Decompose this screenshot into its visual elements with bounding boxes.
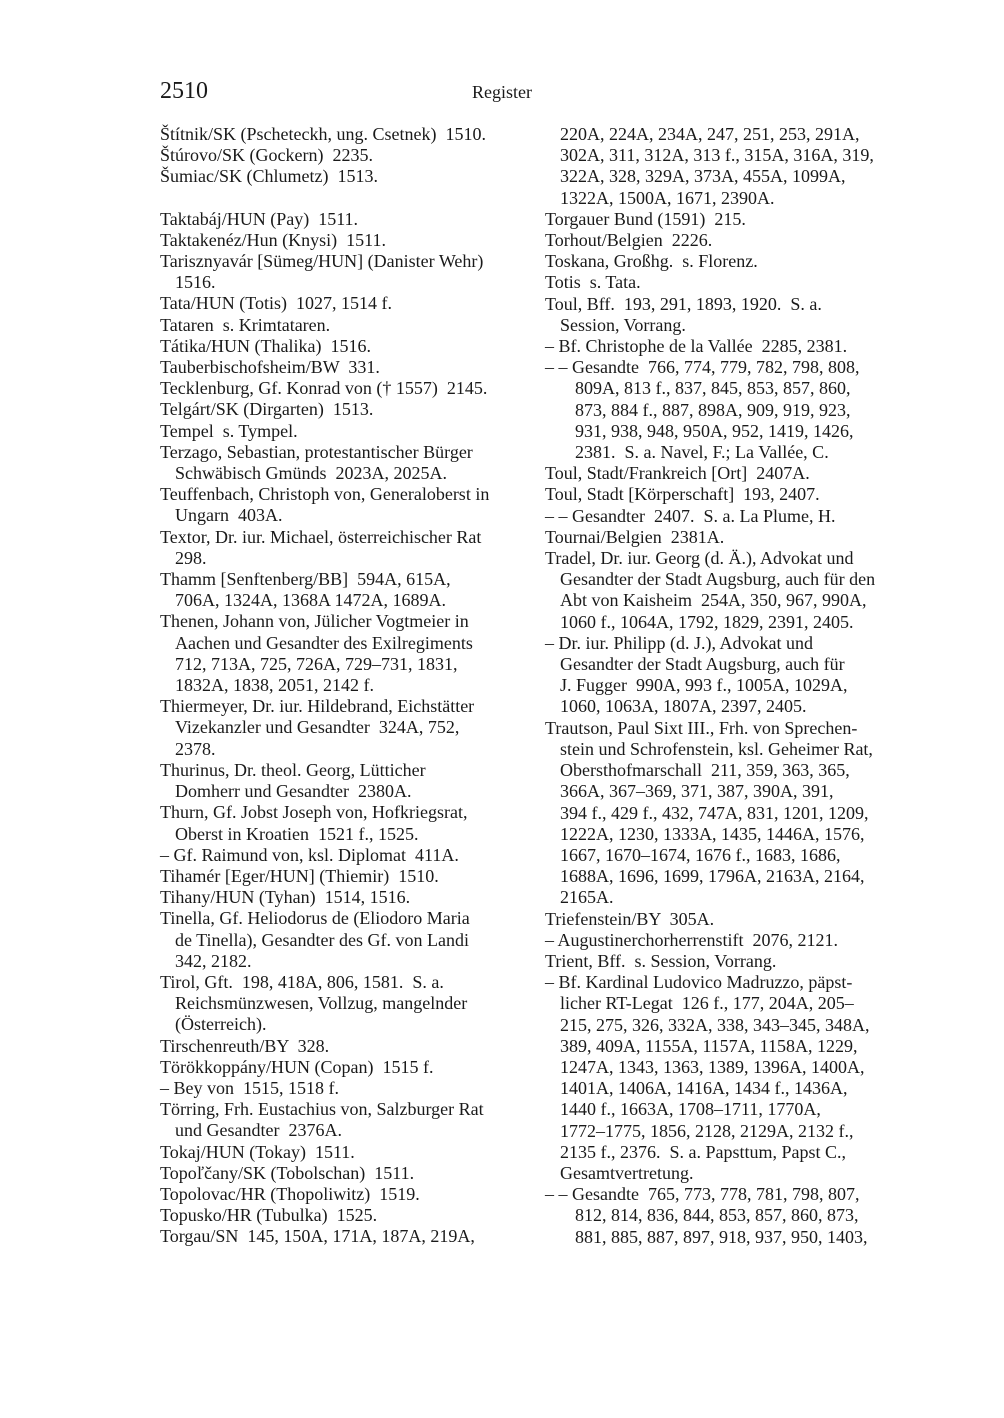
entry-line-continuation: Obersthofmarschall 211, 359, 363, 365, (560, 760, 850, 781)
index-entry (160, 611, 535, 696)
index-entry (545, 124, 920, 209)
index-entry (545, 272, 920, 293)
entry-line-first: Tempel s. Tympel. (160, 420, 298, 441)
index-entry (545, 548, 920, 633)
entry-line-first: Tata/HUN (Totis) 1027, 1514 f. (160, 293, 392, 314)
entry-line-continuation: (Österreich). (175, 1014, 267, 1035)
entry-line-continuation: Gesandter der Stadt Augsburg, auch für (560, 654, 845, 675)
entry-line-first: Topusko/HR (Tubulka) 1525. (160, 1205, 378, 1226)
entry-line-continuation: 2378. (175, 738, 216, 759)
entry-line-first: Tihamér [Eger/HUN] (Thiemir) 1510. (160, 865, 439, 886)
entry-line-first: Tokaj/HUN (Tokay) 1511. (160, 1141, 355, 1162)
entry-line-continuation: Ungarn 403A. (175, 505, 283, 526)
section-gap (160, 188, 535, 209)
entry-line-first: Tradel, Dr. iur. Georg (d. Ä.), Advokat und (545, 548, 854, 569)
entry-line-first: Štítnik/SK (Pscheteckh, ung. Csetnek) 1510. (160, 124, 486, 144)
index-entry (545, 294, 920, 336)
entry-line-first: Thurn, Gf. Jobst Joseph von, Hofkriegsrat, (160, 802, 468, 823)
entry-line-continuation: 1247A, 1343, 1363, 1389, 1396A, 1400A, (560, 1056, 865, 1077)
entry-line-continuation: 1516. (175, 272, 216, 293)
entry-line-first: Thenen, Johann von, Jülicher Vogtmeier in (160, 611, 469, 632)
index-entry (160, 1226, 535, 1247)
index-entry (160, 357, 535, 378)
index-entry (160, 484, 535, 526)
index-entry (160, 887, 535, 908)
entry-line-continuation: Gesamtvertretung. (560, 1162, 694, 1183)
index-entry (160, 124, 535, 145)
index-entry (545, 230, 920, 251)
entry-line-continuation: 706A, 1324A, 1368A 1472A, 1689A. (175, 590, 447, 611)
entry-line-continuation: 342, 2182. (175, 950, 252, 971)
index-entry (160, 569, 535, 611)
index-entry (545, 972, 920, 1184)
entry-line-first: Toul, Stadt [Körperschaft] 193, 2407. (545, 484, 820, 505)
index-entry (160, 1099, 535, 1141)
index-entry (160, 1057, 535, 1078)
entry-line-continuation: 881, 885, 887, 897, 918, 937, 950, 1403, (575, 1226, 868, 1247)
entry-line-continuation: 931, 938, 948, 950A, 952, 1419, 1426, (575, 420, 854, 441)
entry-line-first: – – Gesandter 2407. S. a. La Plume, H. (545, 505, 836, 526)
entry-line-continuation: 1667, 1670–1674, 1676 f., 1683, 1686, (560, 844, 841, 865)
entry-line-continuation: stein und Schrofenstein, ksl. Geheimer Rat, (560, 738, 873, 759)
running-head: Register (472, 82, 532, 102)
index-entry (160, 293, 535, 314)
entry-line-first: Tinella, Gf. Heliodorus de (Eliodoro Maria (160, 908, 470, 929)
entry-line-continuation: 1222A, 1230, 1333A, 1435, 1446A, 1576, (560, 823, 865, 844)
entry-line-continuation: 809A, 813 f., 837, 845, 853, 857, 860, (575, 378, 851, 399)
index-entry (160, 845, 535, 866)
page-number: 2510 (160, 78, 208, 104)
index-entry (160, 527, 535, 569)
index-entry (160, 378, 535, 399)
index-entry (160, 251, 535, 293)
index-entry (545, 484, 920, 505)
index-entry (545, 251, 920, 272)
entry-line-first: Tarisznyavár [Sümeg/HUN] (Danister Wehr) (160, 251, 484, 272)
entry-line-continuation: 1832A, 1838, 2051, 2142 f. (175, 675, 374, 696)
entry-line-continuation: Vizekanzler und Gesandter 324A, 752, (175, 717, 460, 738)
entry-line-continuation: 2381. S. a. Navel, F.; La Vallée, C. (575, 442, 829, 463)
entry-line-continuation: 1060, 1063A, 1807A, 2397, 2405. (560, 696, 807, 717)
index-entry (545, 633, 920, 718)
entry-line-continuation: licher RT-Legat 126 f., 177, 204A, 205– (560, 993, 854, 1014)
index-entry (160, 399, 535, 420)
entry-line-continuation: 389, 409A, 1155A, 1157A, 1158A, 1229, (560, 1035, 858, 1056)
entry-line-first: Triefenstein/BY 305A. (545, 908, 715, 929)
entry-line-continuation: 1401A, 1406A, 1416A, 1434 f., 1436A, (560, 1078, 848, 1099)
index-entry (545, 909, 920, 930)
entry-line-first: Topolovac/HR (Thopoliwitz) 1519. (160, 1183, 420, 1204)
index-entry (160, 209, 535, 230)
index-entry (160, 1184, 535, 1205)
entry-line-continuation: 302A, 311, 312A, 313 f., 315A, 316A, 319, (560, 145, 874, 166)
entry-line-first: Törökkoppány/HUN (Copan) 1515 f. (160, 1056, 434, 1077)
entry-line-first: Totis s. Tata. (545, 272, 641, 293)
entry-line-first: – Bf. Kardinal Ludovico Madruzzo, päpst- (545, 972, 853, 993)
index-entry (545, 930, 920, 951)
index-entry (545, 357, 920, 463)
entry-line-first: Terzago, Sebastian, protestantischer Bürger (160, 441, 473, 462)
index-entry (160, 1078, 535, 1099)
entry-line-continuation: de Tinella), Gesandter des Gf. von Landi (175, 929, 469, 950)
entry-line-first: – Bey von 1515, 1518 f. (160, 1077, 339, 1098)
entry-line-first: Torgau/SN 145, 150A, 171A, 187A, 219A, (160, 1226, 475, 1247)
entry-line-first: Toul, Stadt/Frankreich [Ort] 2407A. (545, 463, 810, 484)
entry-line-continuation: Domherr und Gesandter 2380A. (175, 781, 412, 802)
entry-line-continuation: 812, 814, 836, 844, 853, 857, 860, 873, (575, 1205, 859, 1226)
entry-line-first: Tauberbischofsheim/BW 331. (160, 357, 380, 378)
entry-line-first: – – Gesandte 766, 774, 779, 782, 798, 808, (545, 357, 860, 378)
entry-line-first: Thurinus, Dr. theol. Georg, Lütticher (160, 759, 426, 780)
index-entry (545, 209, 920, 230)
entry-line-continuation: 1322A, 1500A, 1671, 2390A. (560, 187, 775, 208)
entry-line-first: Törring, Frh. Eustachius von, Salzburger Rat (160, 1099, 484, 1120)
entry-line-first: Teuffenbach, Christoph von, Generaloberst in (160, 484, 490, 505)
entry-line-continuation: 873, 884 f., 887, 898A, 909, 919, 923, (575, 399, 851, 420)
entry-line-first: – Augustinerchorherrenstift 2076, 2121. (545, 929, 838, 950)
entry-line-first: Tataren s. Krimtataren. (160, 314, 331, 335)
index-column-right (545, 124, 920, 1248)
entry-line-first: – Bf. Christophe de la Vallée 2285, 2381. (545, 336, 848, 357)
entry-line-first: Thamm [Senftenberg/BB] 594A, 615A, (160, 569, 451, 590)
index-entry (160, 972, 535, 1036)
index-entry (160, 145, 535, 166)
index-entry (160, 421, 535, 442)
entry-line-continuation: 2165A. (560, 887, 614, 908)
entry-line-first: Torgauer Bund (1591) 215. (545, 208, 746, 229)
entry-line-first: Tirschenreuth/BY 328. (160, 1035, 330, 1056)
entry-line-continuation: 2135 f., 2376. S. a. Papsttum, Papst C., (560, 1141, 847, 1162)
entry-line-continuation: Reichsmünzwesen, Vollzug, mangelnder (175, 993, 468, 1014)
entry-line-continuation: Session, Vorrang. (560, 314, 686, 335)
index-entry (545, 336, 920, 357)
entry-line-continuation: Oberst in Kroatien 1521 f., 1525. (175, 823, 419, 844)
entry-line-continuation: 1440 f., 1663A, 1708–1711, 1770A, (560, 1099, 821, 1120)
entry-line-first: Textor, Dr. iur. Michael, österreichischer Rat (160, 526, 482, 547)
entry-line-first: Toul, Bff. 193, 291, 1893, 1920. S. a. (545, 293, 822, 314)
index-entry (160, 1205, 535, 1226)
entry-line-first: 220A, 224A, 234A, 247, 251, 253, 291A, (560, 124, 860, 144)
entry-line-continuation: und Gesandter 2376A. (175, 1120, 342, 1141)
entry-line-first: Štúrovo/SK (Gockern) 2235. (160, 145, 373, 166)
entry-line-first: Torhout/Belgien 2226. (545, 230, 713, 251)
entry-line-first: Taktabáj/HUN (Pay) 1511. (160, 208, 359, 229)
entry-line-first: Tournai/Belgien 2381A. (545, 526, 725, 547)
entry-line-first: – Gf. Raimund von, ksl. Diplomat 411A. (160, 844, 459, 865)
entry-line-continuation: J. Fugger 990A, 993 f., 1005A, 1029A, (560, 675, 848, 696)
entry-line-continuation: 1688A, 1696, 1699, 1796A, 2163A, 2164, (560, 866, 865, 887)
index-entry (160, 802, 535, 844)
index-entry (160, 166, 535, 187)
entry-line-continuation: 215, 275, 326, 332A, 338, 343–345, 348A, (560, 1014, 870, 1035)
index-entry (160, 760, 535, 802)
entry-line-first: Toskana, Großhg. s. Florenz. (545, 251, 758, 272)
index-entry (160, 908, 535, 972)
index-entry (545, 506, 920, 527)
index-entry (160, 1036, 535, 1057)
entry-line-first: – – Gesandte 765, 773, 778, 781, 798, 807, (545, 1184, 860, 1205)
index-entry (160, 696, 535, 760)
entry-line-continuation: Gesandter der Stadt Augsburg, auch für den (560, 569, 876, 590)
entry-line-continuation: 322A, 328, 329A, 373A, 455A, 1099A, (560, 166, 846, 187)
entry-line-continuation: Abt von Kaisheim 254A, 350, 967, 990A, (560, 590, 867, 611)
index-entry (160, 1142, 535, 1163)
entry-line-first: Šumiac/SK (Chlumetz) 1513. (160, 166, 378, 187)
index-entry (160, 442, 535, 484)
entry-line-first: Tecklenburg, Gf. Konrad von († 1557) 2145. (160, 378, 488, 399)
entry-line-continuation: Schwäbisch Gmünds 2023A, 2025A. (175, 463, 447, 484)
entry-line-continuation: 1772–1775, 1856, 2128, 2129A, 2132 f., (560, 1120, 854, 1141)
entry-line-continuation: Aachen und Gesandter des Exilregiments (175, 632, 473, 653)
entry-line-first: Thiermeyer, Dr. iur. Hildebrand, Eichstätter (160, 696, 475, 717)
entry-line-first: – Dr. iur. Philipp (d. J.), Advokat und (545, 632, 814, 653)
entry-line-first: Taktakenéz/Hun (Knysi) 1511. (160, 229, 387, 250)
entry-line-first: Trautson, Paul Sixt III., Frh. von Sprechen- (545, 717, 858, 738)
index-entry (545, 527, 920, 548)
entry-line-first: Trient, Bff. s. Session, Vorrang. (545, 950, 777, 971)
entry-line-continuation: 298. (175, 547, 207, 568)
entry-line-continuation: 394 f., 429 f., 432, 747A, 831, 1201, 1209, (560, 802, 869, 823)
index-entry (160, 1163, 535, 1184)
index-entry (545, 951, 920, 972)
index-entry (160, 866, 535, 887)
index-column-left (160, 124, 535, 1248)
index-entry (545, 718, 920, 909)
index-entry (160, 315, 535, 336)
entry-line-first: Tátika/HUN (Thalika) 1516. (160, 335, 371, 356)
index-entry (545, 1184, 920, 1248)
index-entry (160, 336, 535, 357)
index-entry (545, 463, 920, 484)
index-entry (160, 230, 535, 251)
entry-line-first: Telgárt/SK (Dirgarten) 1513. (160, 399, 374, 420)
entry-line-continuation: 366A, 367–369, 371, 387, 390A, 391, (560, 781, 834, 802)
entry-line-first: Tirol, Gft. 198, 418A, 806, 1581. S. a. (160, 971, 444, 992)
entry-line-first: Topoľčany/SK (Tobolschan) 1511. (160, 1162, 415, 1183)
entry-line-continuation: 1060 f., 1064A, 1792, 1829, 2391, 2405. (560, 611, 854, 632)
entry-line-continuation: 712, 713A, 725, 726A, 729–731, 1831, (175, 653, 458, 674)
entry-line-first: Tihany/HUN (Tyhan) 1514, 1516. (160, 887, 411, 908)
